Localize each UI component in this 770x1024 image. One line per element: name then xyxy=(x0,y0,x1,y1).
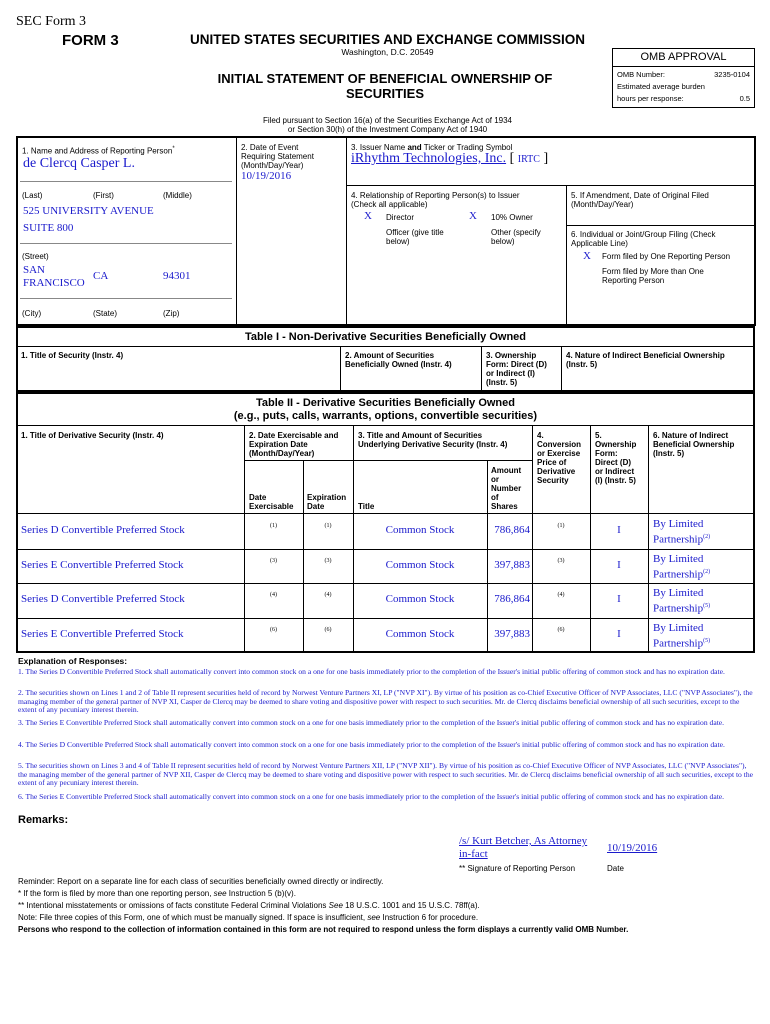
t2-row-nature: By Limited Partnership$^{(2)}$ xyxy=(653,552,711,581)
multi-person-label xyxy=(602,267,704,285)
other-label-1: Other (specify xyxy=(491,228,541,237)
t2-col-divider xyxy=(353,618,354,653)
t2-col-divider xyxy=(648,618,649,653)
t1-col-nature: 4. Nature of Indirect Beneficial Ownership (Instr. 5) xyxy=(566,351,725,369)
t2-sub-expiration: Expiration Date xyxy=(307,493,347,511)
sec-form-label: SEC Form 3 xyxy=(16,14,87,29)
t1-col-amount: 2. Amount of Securities Beneficially Owned (Instr. 4) xyxy=(345,351,452,369)
t2-col-ownership: 5. Ownership Form: Direct (D) or Indirect (I) (Instr. 5) xyxy=(595,431,637,485)
omb-hours-label: hours per response: xyxy=(617,94,684,103)
event-date-label xyxy=(241,143,314,170)
t2-row-expiration: (3) xyxy=(324,557,332,564)
omb-hours-value: 0.5 xyxy=(739,94,750,103)
issuer-name-ticker xyxy=(351,151,548,167)
t2-col-divider xyxy=(532,618,533,653)
omb-burden-label: Estimated average burden xyxy=(617,82,705,91)
t1-col-ownership: 3. Ownership Form: Direct (D) or Indirect (I) (Instr. 5) xyxy=(486,351,547,387)
filing-label-2: Applicable Line) xyxy=(571,239,628,248)
issuer-name-link[interactable]: iRhythm Technologies, Inc. xyxy=(351,151,507,166)
officer-label-1: Officer (give title xyxy=(386,228,444,237)
footnote-star: * If the form is filed by more than one reporting person, see Instruction 5 (b)(v). xyxy=(18,889,296,898)
bracket-close: ] xyxy=(543,151,549,166)
t2-row-security: Series E Convertible Preferred Stock xyxy=(21,627,184,640)
footnote-double-star: ** Intentional misstatements or omissions of facts constitute Federal Criminal Violations See 18 U.S.C. 1001 and 15 U.S.C. 78ff(a). xyxy=(18,901,480,910)
signature-line-2: in-fact xyxy=(459,848,488,860)
t2-row-shares: 397,883 xyxy=(494,558,530,571)
signature-value[interactable] xyxy=(459,835,587,861)
relationship-label-2: (Check all applicable) xyxy=(351,200,428,209)
t2-row-form: I xyxy=(617,593,621,606)
t2-col-divider xyxy=(590,583,591,618)
ten-percent-checkmark: X xyxy=(469,210,477,222)
t2-row-expiration: (1) xyxy=(324,523,332,530)
main-title-line-2: SECURITIES xyxy=(345,86,424,101)
t2-row-nature: By Limited Partnership$^{(5)}$ xyxy=(653,587,711,615)
street-label: (Street) xyxy=(22,252,49,261)
director-checkmark: X xyxy=(364,210,372,222)
middle-label: (Middle) xyxy=(163,191,192,200)
main-title xyxy=(170,71,600,101)
t2-col-divider xyxy=(487,549,488,584)
explanation-note-5: 5. The securities shown on Lines 3 and 4 of Table II represent securities held of record by Norwest Venture Partners XII, LP ("NVP XII"). By virtue of his position as co-Chief Executive Officer of NVP Associates, LLC ("NVP Associates"), the managing member of the general partner of NVP XII, Casper de Clercq may be deemed to share voting and dispositive power with respect to such securities. Mr. de Clercq disclaims beneficial ownership of all such securities, except to the extent of any pecuniary interest therein. xyxy=(18,761,754,788)
omb-number-value: 3235-0104 xyxy=(714,70,750,79)
t2-row-shares: 397,883 xyxy=(494,627,530,640)
agency-title: UNITED STATES SECURITIES AND EXCHANGE COMMISSION xyxy=(189,32,586,47)
t2-col-divider xyxy=(532,514,533,549)
city-label: (City) xyxy=(22,309,42,318)
t2-sub-date-exercisable: Date Exercisable xyxy=(249,493,294,511)
event-date-value: 10/19/2016 xyxy=(241,170,292,182)
state-value: CA xyxy=(93,270,109,282)
explanation-note-6: 6. The Series E Convertible Preferred Stock shall automatically convert into common stock on a one for one basis immediately prior to the completion of the Issuer's initial public offering of common stock and has no expiration date. xyxy=(18,792,725,801)
zip-value: 94301 xyxy=(163,270,191,282)
t2-col-divider xyxy=(244,549,245,584)
footnote-note: Note: File three copies of this Form, one of which must be manually signed. If space is insufficient, see Instruction 6 for procedure. xyxy=(18,913,479,922)
t2-col-price: 4. Conversion or Exercise Price of Derivative Security xyxy=(537,431,582,485)
reporting-person-label: 1. Name and Address of Reporting Person* xyxy=(22,146,175,156)
city-value xyxy=(23,264,85,290)
main-title-line-1: INITIAL STATEMENT OF BENEFICIAL OWNERSHIP OF xyxy=(217,71,553,86)
one-person-checkmark: X xyxy=(583,250,591,262)
reporting-person-name[interactable]: de Clercq Casper L. xyxy=(23,156,135,171)
other-label xyxy=(491,228,541,246)
officer-label-2: below) xyxy=(386,237,410,246)
t2-col-divider xyxy=(244,583,245,618)
t2-col-divider xyxy=(648,583,649,618)
last-label: (Last) xyxy=(22,191,43,200)
state-label: (State) xyxy=(93,309,118,318)
amendment-label-1: 5. If Amendment, Date of Original Filed xyxy=(571,191,709,200)
ten-percent-label: 10% Owner xyxy=(491,213,533,222)
t2-row-date-exercisable: (4) xyxy=(270,592,277,599)
zip-label: (Zip) xyxy=(163,309,180,318)
t2-col-divider xyxy=(487,514,488,549)
t2-row-underlying: Common Stock xyxy=(385,524,455,537)
t2-row-security: Series D Convertible Preferred Stock xyxy=(21,524,185,537)
t2-col-nature: 6. Nature of Indirect Beneficial Ownership (Instr. 5) xyxy=(653,431,735,458)
table-2-title-2: (e.g., puts, calls, warrants, options, convertible securities) xyxy=(233,410,538,422)
omb-title: OMB APPROVAL xyxy=(640,51,727,63)
t2-row-form: I xyxy=(617,558,621,571)
street-line-2: SUITE 800 xyxy=(23,222,74,234)
t2-sub-title: Title xyxy=(358,502,375,511)
omb-persons-notice: Persons who respond to the collection of information contained in this form are not required to respond unless the form displays a currently valid OMB Number. xyxy=(18,925,629,934)
t2-col-divider xyxy=(303,618,304,653)
t2-col-divider xyxy=(487,583,488,618)
event-label-1: 2. Date of Event xyxy=(241,143,299,152)
signature-line-1: /s/ Kurt Betcher, As Attorney xyxy=(459,835,588,847)
t2-row-shares: 786,864 xyxy=(494,524,530,537)
t2-row-date-exercisable: (3) xyxy=(270,557,277,564)
city-line-1: SAN xyxy=(23,264,46,276)
t2-row-security: Series D Convertible Preferred Stock xyxy=(21,593,185,606)
t2-row-expiration: (4) xyxy=(324,592,332,599)
t2-row-price: (6) xyxy=(557,626,565,633)
t2-col-divider xyxy=(244,514,245,549)
table-2-title-1: Table II - Derivative Securities Beneficially Owned xyxy=(255,397,515,409)
t2-col-divider xyxy=(303,549,304,584)
explanation-heading: Explanation of Responses: xyxy=(18,656,128,666)
relationship-label xyxy=(351,191,520,209)
t2-sub-amount: Amount or Number of Shares xyxy=(491,466,522,511)
table-1-title: Table I - Non-Derivative Securities Beneficially Owned xyxy=(245,331,526,343)
t2-col-divider xyxy=(590,514,591,549)
t2-col-title: 1. Title of Derivative Security (Instr. 4) xyxy=(21,431,164,440)
t2-col-dates: 2. Date Exercisable and Expiration Date (Month/Day/Year) xyxy=(249,431,339,458)
event-label-3: (Month/Day/Year) xyxy=(241,161,304,170)
table-2-title xyxy=(16,397,755,423)
t2-row-nature: By Limited Partnership$^{(2)}$ xyxy=(653,518,711,546)
t2-col-underlying: 3. Title and Amount of Securities Underlying Derivative Security (Instr. 4) xyxy=(358,431,508,449)
multi-person-label-1: Form filed by More than One xyxy=(602,267,704,276)
signature-date: 10/19/2016 xyxy=(607,842,658,854)
explanation-note-4: 4. The Series D Convertible Preferred Stock shall automatically convert into common stock on a one for one basis immediately prior to the completion of the Issuer's initial public offering of common stock and has no expiration date. xyxy=(18,740,725,749)
t2-row-expiration: (6) xyxy=(324,626,332,633)
t2-row-underlying: Common Stock xyxy=(385,593,455,606)
one-person-label: Form filed by One Reporting Person xyxy=(602,252,731,261)
t2-row-nature: By Limited Partnership$^{(5)}$ xyxy=(653,621,711,650)
t2-col-divider xyxy=(648,549,649,584)
t2-row-price: (4) xyxy=(557,592,565,599)
t2-row-form: I xyxy=(617,524,621,537)
t2-row-underlying: Common Stock xyxy=(385,558,455,571)
t2-col-divider xyxy=(353,583,354,618)
t2-col-divider xyxy=(648,514,649,549)
relationship-label-1: 4. Relationship of Reporting Person(s) to Issuer xyxy=(351,191,520,200)
explanation-note-2: 2. The securities shown on Lines 1 and 2 of Table II represent securities held of record by Norwest Venture Partners XI, LP ("NVP XI"). By virtue of his position as co-Chief Executive Officer of NVP Associates, LLC ("NVP Associates"), the managing member of the general partner of NVP XI, Casper de Clercq may be deemed to share voting and dispositive power with respect to such securities. Mr. de Clercq disclaims beneficial ownership of all such securities, except to the extent of any pecuniary interest therein. xyxy=(18,688,753,715)
t2-col-divider xyxy=(532,549,533,584)
t1-col-title: 1. Title of Security (Instr. 4) xyxy=(21,351,124,360)
filing-label xyxy=(571,230,716,248)
reminder-text: Reminder: Report on a separate line for each class of securities beneficially owned directly or indirectly. xyxy=(18,877,384,886)
issuer-ticker: IRTC xyxy=(517,154,540,165)
t2-row-date-exercisable: (6) xyxy=(270,626,277,633)
omb-number-label: OMB Number: xyxy=(617,70,665,79)
t2-row-divider xyxy=(16,583,755,584)
t2-col-divider xyxy=(303,583,304,618)
form-title: FORM 3 xyxy=(62,32,119,49)
t2-row-form: I xyxy=(617,627,621,640)
bracket-open: [ xyxy=(509,151,515,166)
filing-label-1: 6. Individual or Joint/Group Filing (Check xyxy=(571,230,716,239)
t2-col-divider xyxy=(353,549,354,584)
signature-date-label: Date xyxy=(607,864,624,873)
t2-row-date-exercisable: (1) xyxy=(270,523,277,530)
filed-pursuant xyxy=(160,116,615,134)
amendment-label-2: (Month/Day/Year) xyxy=(571,200,634,209)
amendment-label xyxy=(571,191,709,209)
signature-label: ** Signature of Reporting Person xyxy=(459,864,576,873)
t2-col-divider xyxy=(244,618,245,653)
event-label-2: Requiring Statement xyxy=(241,152,314,161)
multi-person-label-2: Reporting Person xyxy=(602,276,665,285)
other-label-2: below) xyxy=(491,237,515,246)
t2-col-divider xyxy=(532,583,533,618)
issuer-label: 3. Issuer Name and Ticker or Trading Symbol xyxy=(351,143,513,152)
t2-row-underlying: Common Stock xyxy=(385,627,455,640)
t2-row-price: (3) xyxy=(557,557,565,564)
t2-row-price: (1) xyxy=(557,523,565,530)
filed-line-1: Filed pursuant to Section 16(a) of the Securities Exchange Act of 1934 xyxy=(262,116,513,125)
explanation-note-3: 3. The Series E Convertible Preferred Stock shall automatically convert into common stock on a one for one basis immediately prior to the completion of the Issuer's initial public offering of common stock and has no expiration date. xyxy=(18,718,725,727)
street-line-1: 525 UNIVERSITY AVENUE xyxy=(23,205,154,217)
t2-row-divider xyxy=(16,618,755,619)
t2-col-divider xyxy=(303,514,304,549)
t2-col-divider xyxy=(590,618,591,653)
t2-row-shares: 786,864 xyxy=(494,593,530,606)
t2-col-divider xyxy=(590,549,591,584)
first-label: (First) xyxy=(93,191,114,200)
t2-col-divider xyxy=(487,618,488,653)
remarks-heading: Remarks: xyxy=(18,814,69,826)
explanation-note-1: 1. The Series D Convertible Preferred Stock shall automatically convert into common stock on a one for one basis immediately prior to the completion of the Issuer's initial public offering of common stock and has no expiration date. xyxy=(18,667,725,676)
director-label: Director xyxy=(386,213,415,222)
t2-row-divider xyxy=(16,549,755,550)
t2-row-security: Series E Convertible Preferred Stock xyxy=(21,558,184,571)
city-line-2: FRANCISCO xyxy=(23,277,85,289)
t2-col-divider xyxy=(353,514,354,549)
filed-line-2: or Section 30(h) of the Investment Company Act of 1940 xyxy=(287,125,488,134)
agency-location: Washington, D.C. 20549 xyxy=(341,47,434,57)
officer-label xyxy=(386,228,444,246)
